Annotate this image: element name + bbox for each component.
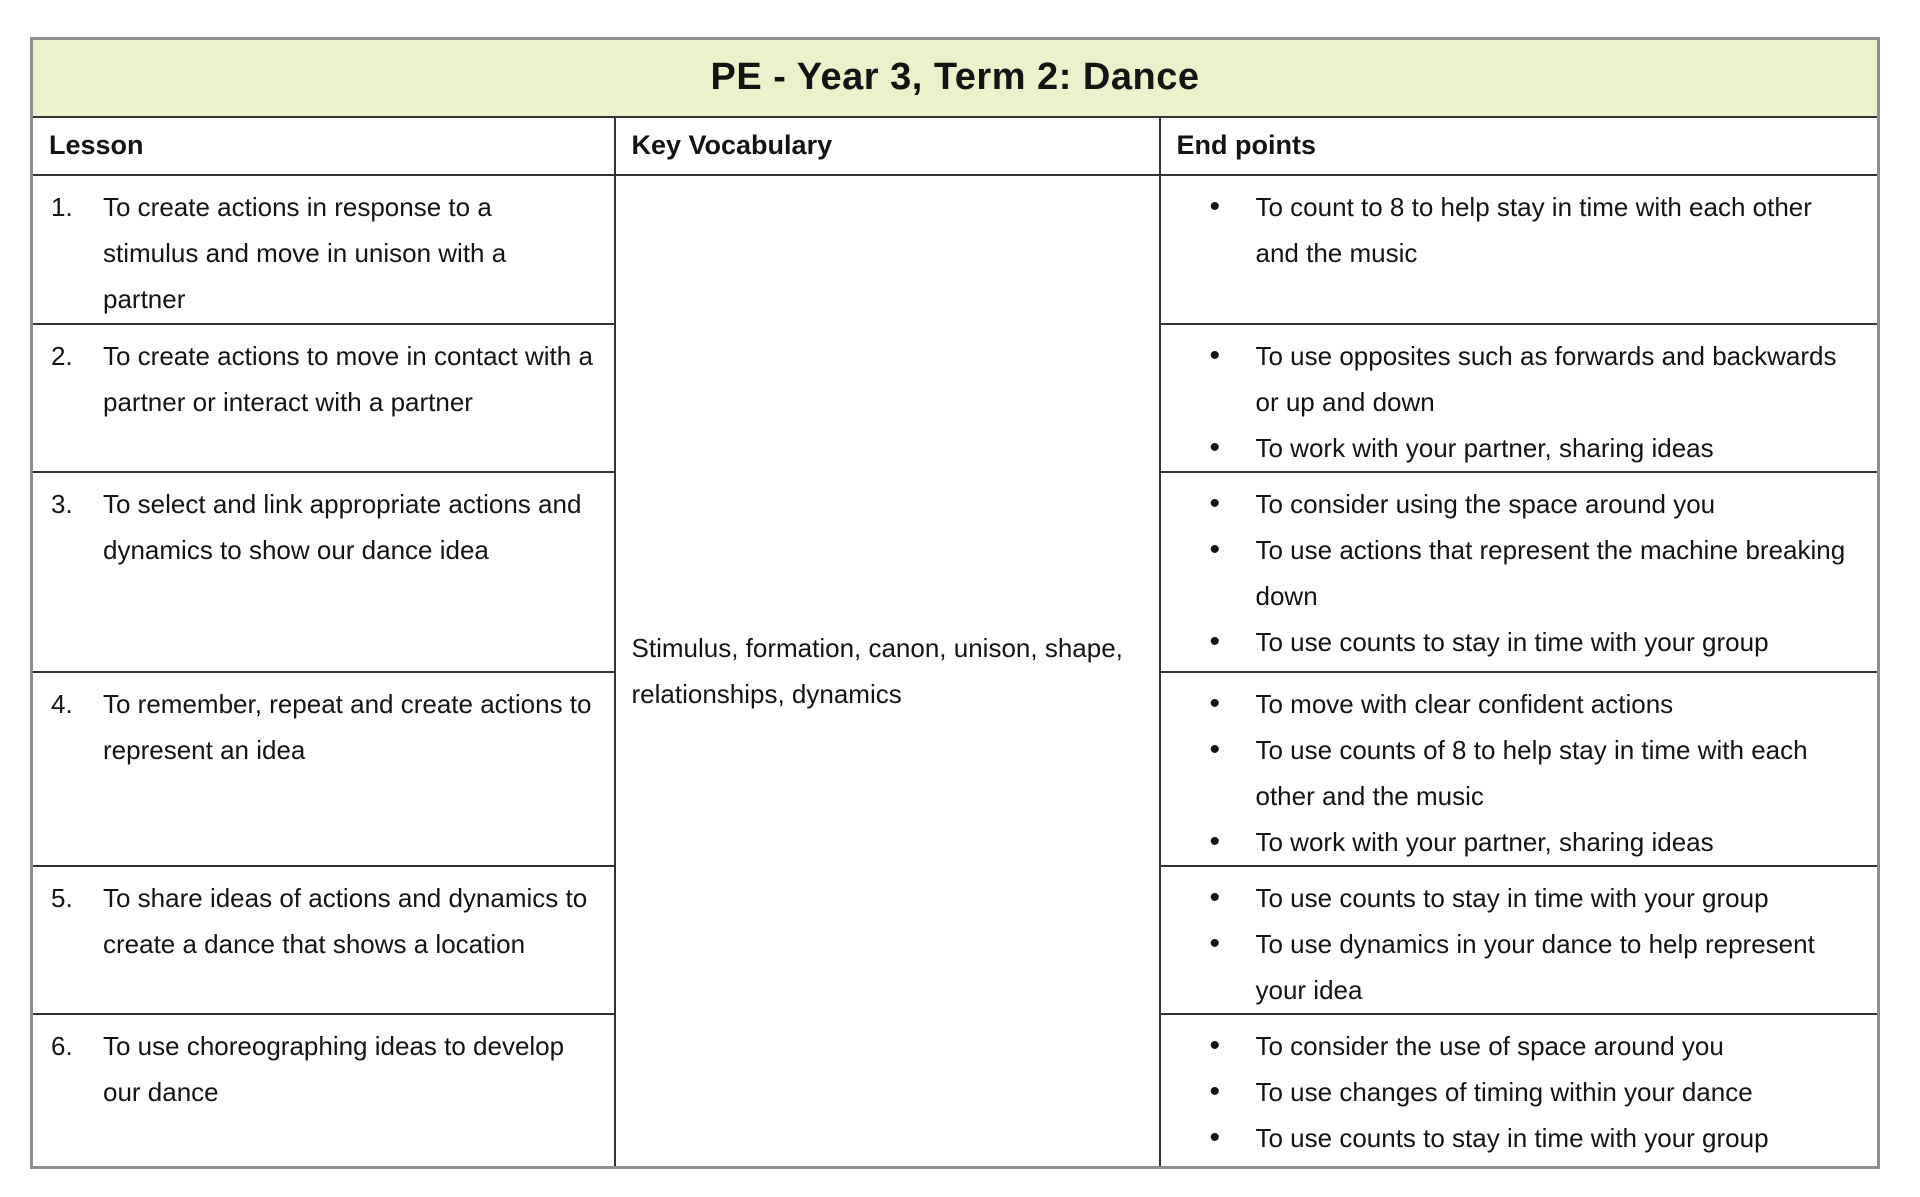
lesson-number: 3. — [51, 488, 73, 519]
column-header-row — [32, 117, 1879, 175]
endpoint-item: • To use counts to stay in time with your group — [1161, 1115, 1850, 1161]
endpoint-item: • To use counts to stay in time with your group — [1161, 875, 1850, 921]
lesson-item — [51, 1023, 594, 1115]
lesson-text: To use choreographing ideas to develop our dance — [103, 1030, 565, 1107]
endpoint-item: • To move with clear confident actions — [1161, 681, 1850, 727]
endpoints-list — [1161, 184, 1850, 276]
endpoints-cell-6 — [1160, 1014, 1879, 1168]
lesson-text: To share ideas of actions and dynamics to create a dance that shows a location — [103, 882, 588, 959]
curriculum-table — [30, 37, 1880, 1169]
lesson-item — [51, 875, 594, 967]
endpoints-list — [1161, 481, 1850, 665]
key-vocabulary-cell: Stimulus, formation, canon, unison, shape, relationships, dynamics — [615, 175, 1160, 1168]
endpoint-item: • To consider the use of space around you — [1161, 1023, 1850, 1069]
endpoint-item: • To use counts of 8 to help stay in time with each other and the music — [1161, 727, 1850, 819]
lesson-text: To remember, repeat and create actions to represent an idea — [103, 688, 592, 765]
lesson-cell-5 — [32, 866, 615, 1014]
curriculum-table-container — [30, 37, 1877, 1169]
title-row — [32, 39, 1879, 117]
endpoint-item: • To count to 8 to help stay in time with each other and the music — [1161, 184, 1850, 276]
endpoints-cell-5 — [1160, 866, 1879, 1014]
endpoint-item: • To use counts to stay in time with your group — [1161, 619, 1850, 665]
lesson-cell-4 — [32, 672, 615, 866]
endpoints-list — [1161, 875, 1850, 1013]
table-row — [32, 175, 1879, 324]
lesson-cell-3 — [32, 472, 615, 672]
lesson-number: 4. — [51, 688, 73, 719]
lesson-text: To create actions in response to a stimulus and move in unison with a partner — [103, 191, 507, 314]
endpoints-list — [1161, 333, 1850, 471]
lesson-text: To create actions to move in contact with a partner or interact with a partner — [103, 340, 593, 417]
column-header-lesson: Lesson — [32, 117, 615, 175]
lesson-cell-6 — [32, 1014, 615, 1168]
endpoint-item: • To use changes of timing within your dance — [1161, 1069, 1850, 1115]
endpoint-item: • To use actions that represent the machine breaking down — [1161, 527, 1850, 619]
endpoint-item: • To use dynamics in your dance to help represent your idea — [1161, 921, 1850, 1013]
column-header-endpoints: End points — [1160, 117, 1879, 175]
lesson-item — [51, 184, 594, 322]
lesson-cell-1 — [32, 175, 615, 324]
endpoint-item: • To work with your partner, sharing ideas — [1161, 425, 1850, 471]
lesson-number: 6. — [51, 1030, 73, 1061]
lesson-item — [51, 333, 594, 425]
endpoints-cell-1 — [1160, 175, 1879, 324]
endpoint-item: • To use opposites such as forwards and backwards or up and down — [1161, 333, 1850, 425]
lesson-item — [51, 481, 594, 573]
lesson-item — [51, 681, 594, 773]
lesson-cell-2 — [32, 324, 615, 472]
lesson-number: 2. — [51, 340, 73, 371]
endpoint-item: • To consider using the space around you — [1161, 481, 1850, 527]
lesson-text: To select and link appropriate actions and dynamics to show our dance idea — [103, 488, 582, 565]
endpoint-item: • To work with your partner, sharing ideas — [1161, 819, 1850, 865]
page-title: PE - Year 3, Term 2: Dance — [32, 39, 1879, 117]
lesson-number: 1. — [51, 191, 73, 222]
endpoints-list — [1161, 1023, 1850, 1161]
endpoints-list — [1161, 681, 1850, 865]
endpoints-cell-2 — [1160, 324, 1879, 472]
lesson-number: 5. — [51, 882, 73, 913]
endpoints-cell-4 — [1160, 672, 1879, 866]
endpoints-cell-3 — [1160, 472, 1879, 672]
column-header-vocabulary: Key Vocabulary — [615, 117, 1160, 175]
